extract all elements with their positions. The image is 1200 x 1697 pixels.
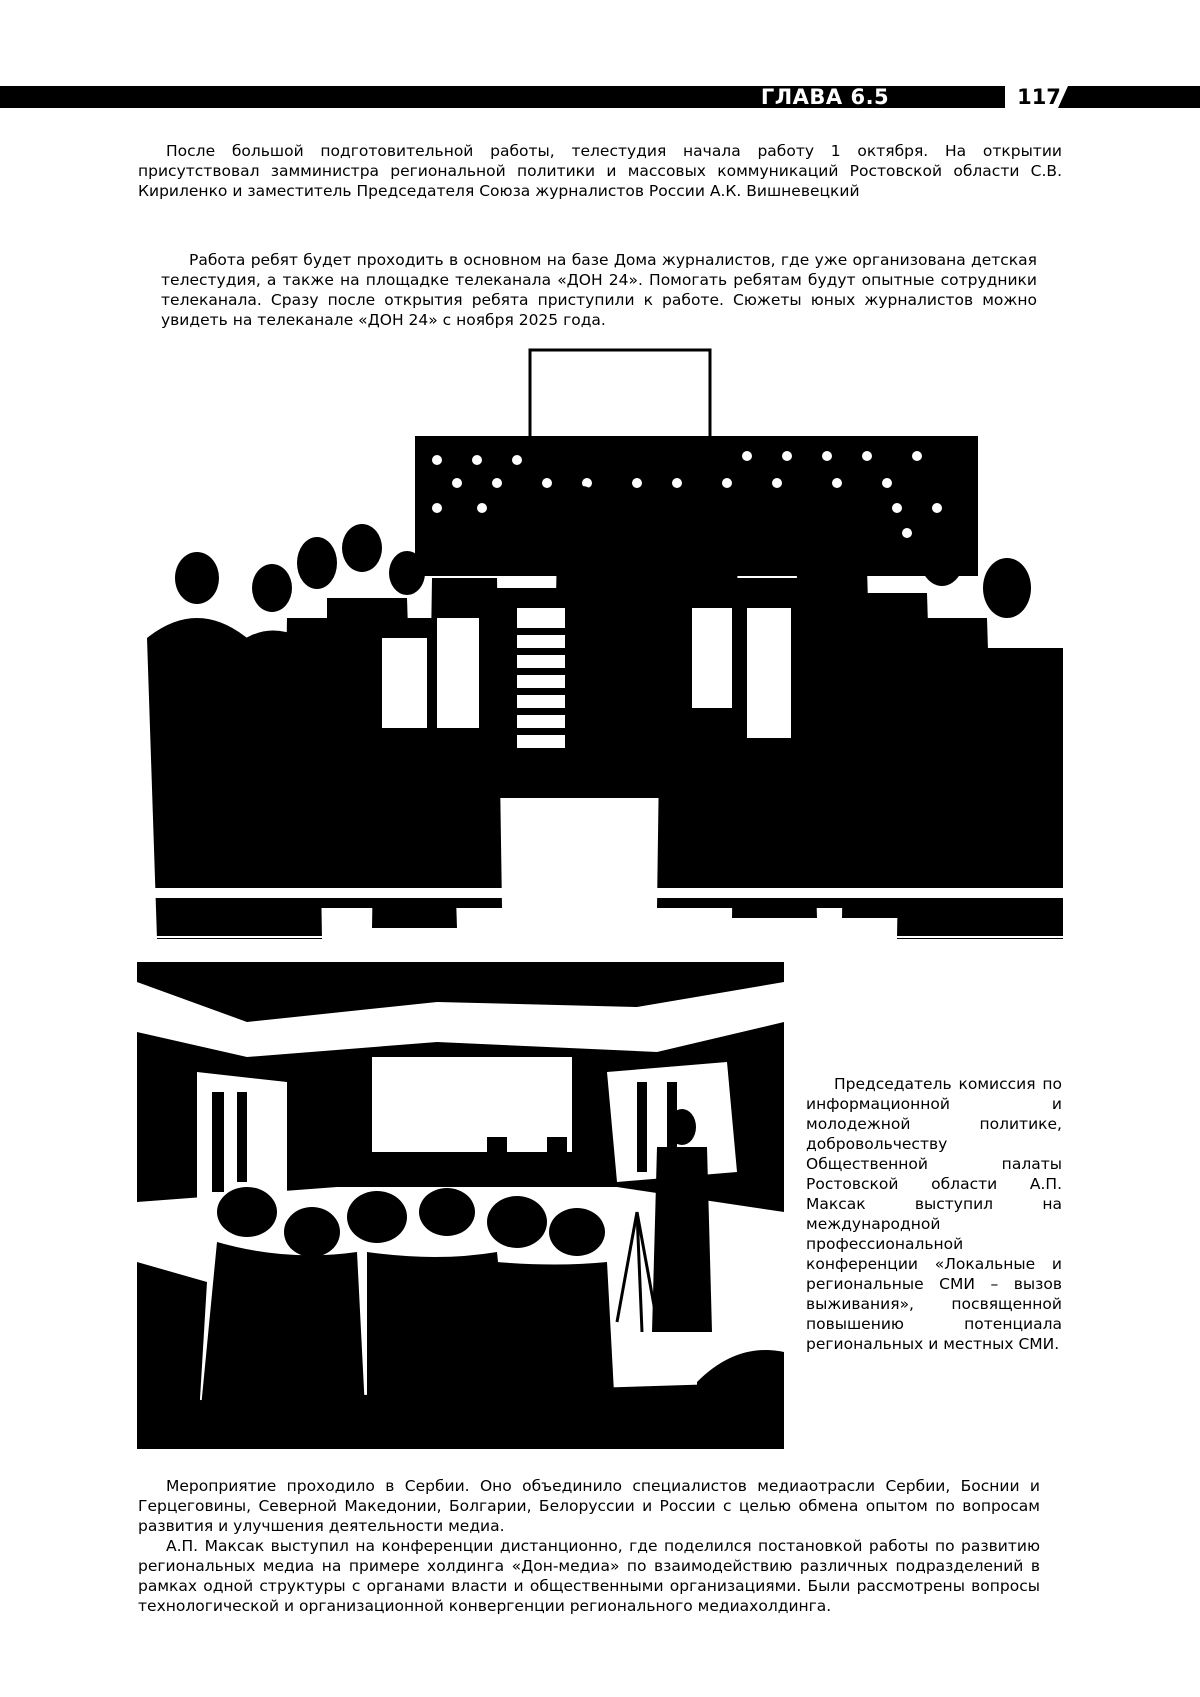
group-photo bbox=[137, 348, 1063, 939]
chapter-title: ГЛАВА 6.5 bbox=[760, 85, 890, 109]
page-number: 117 bbox=[1017, 85, 1061, 109]
paragraph-serbia-event: Мероприятие проходило в Сербии. Оно объединило специалистов медиаотрасли Сербии, Боснии и Герцеговины, Северной Македонии, Болгарии, Белоруссии и России с целью обмена опытом по вопросам развития и улучшения деятельности медиа. bbox=[138, 1477, 1040, 1535]
conference-photo bbox=[137, 962, 784, 1449]
paragraph-maksak-remote: А.П. Максак выступил на конференции дистанционно, где поделился постановкой работы по развитию региональных медиа на примере холдинга «Дон-медиа» по взаимодействию различных подразделений в рамках одной структуры с органами власти и общественными организациями. Были рассмотрены вопросы технологической и организационной конвергенции регионального медиахолдинга. bbox=[138, 1537, 1040, 1615]
paragraph-studio-work: Работа ребят будет проходить в основном на базе Дома журналистов, где уже организована детская телестудия, а также на площадке телеканала «ДОН 24». Помогать ребятам будут опытные сотрудники телеканала. Сразу после открытия ребята приступили к работе. Сюжеты юных журналистов можно увидеть на телеканале «ДОН 24» с ноября 2025 года. bbox=[161, 251, 1037, 329]
paragraph-maksak-conference: Председатель комиссия по информационной и молодежной политике, добровольчеству Общественной палаты Ростовской области А.П. Максак выступил на международной профессиональной конференции «Локальные и региональные СМИ – вызов выживания», посвященной повышению потенциала региональных и местных СМИ. bbox=[806, 1075, 1062, 1353]
paragraph-opening: После большой подготовительной работы, телестудия начала работу 1 октября. На открытии присутствовал замминистра региональной политики и массовых коммуникаций Ростовской области С.В. Кириленко и заместитель Председателя Союза журналистов России А.К. Вишневецкий bbox=[138, 142, 1062, 200]
